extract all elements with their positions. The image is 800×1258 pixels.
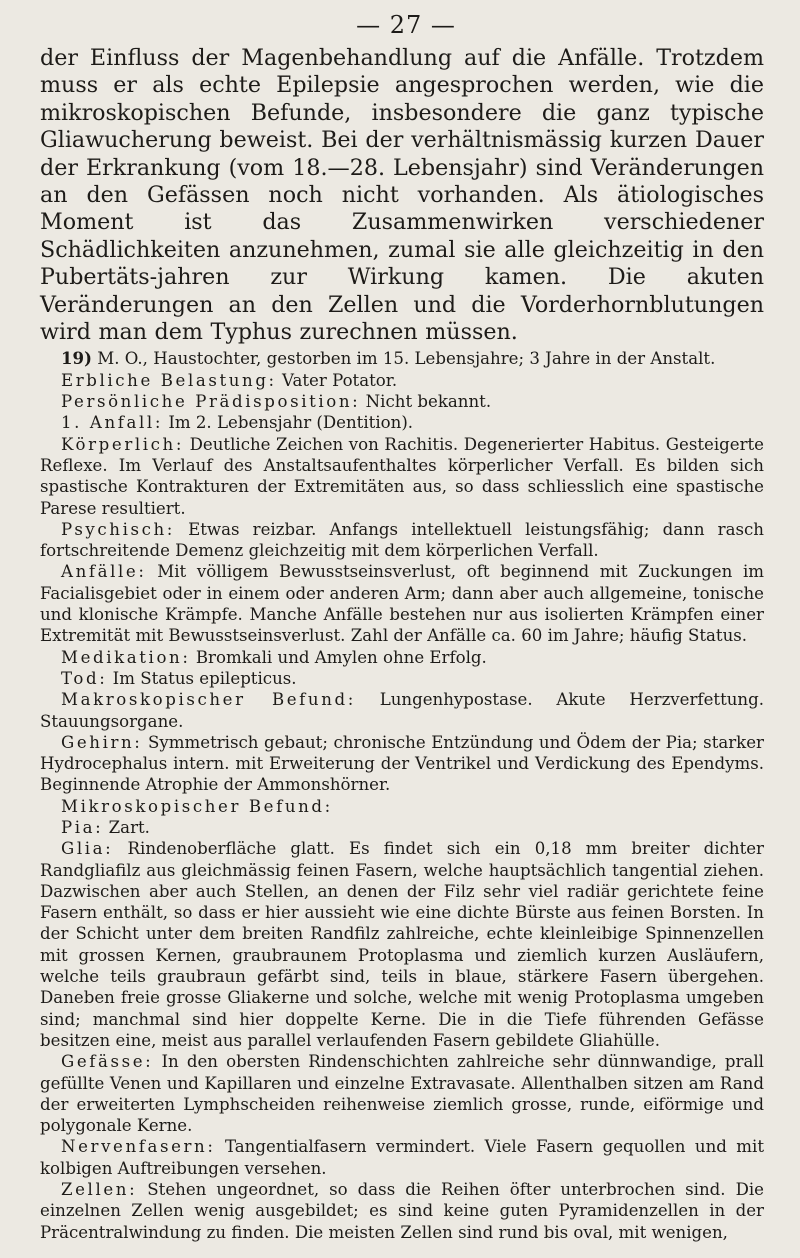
- section-label: Mikroskopischer Befund:: [61, 796, 333, 816]
- section-pia: [40, 817, 764, 838]
- section-label: 1. Anfall:: [61, 413, 164, 433]
- section-glia: [40, 838, 764, 1051]
- section-label: Gehirn:: [61, 732, 143, 752]
- section-text: In den obersten Rindenschichten zahlreiche sehr dünnwandige, prall gefüllte Venen und Kapillaren und einzelne Extravasate. Allenthalben sitzen am Rand der erweiterten Lymphscheiden reihenweise ziemlich grosse, runde, eiförmige und polygonale Kerne.: [40, 1052, 764, 1136]
- intro-paragraph: [40, 45, 764, 346]
- intro-text: der Einfluss der Magenbehandlung auf die Anfälle. Trotzdem muss er als echte Epilepsie angesprochen werden, wie die mikroskopischen Befunde, insbesondere die ganz typische Gliawucherung beweist. Bei der verhältnismässig kurzen Dauer der Erkrankung (vom 18.—28. Lebensjahr) sind Veränderungen an den Gefässen noch nicht vorhanden. Als ätiologisches Moment ist das Zusammenwirken verschiedener Schädlichkeiten anzunehmen, zumal sie alle gleichzeitig in den Pubertäts-jahren zur Wirkung kamen. Die akuten Veränderungen an den Zellen und die Vorderhornblutungen wird man dem Typhus zurechnen müssen.: [40, 45, 764, 346]
- section-label: Erbliche Belastung:: [61, 370, 277, 390]
- section-label: Persönliche Prädisposition:: [61, 392, 361, 412]
- section-first-seizure: [40, 412, 764, 433]
- section-label: Anfälle:: [61, 562, 147, 582]
- section-text: Mit völligem Bewusstseinsverlust, oft beginnend mit Zuckungen im Facialisgebiet oder in einem oder anderen Arm; dann aber auch allgemeine, tonische und klonische Krämpfe. Manche Anfälle bestehen nur aus isolierten Krämpfen einer Extremität mit Bewusstseinsverlust. Zahl der Anfälle ca. 60 im Jahre; häufig Status.: [40, 562, 764, 646]
- section-text: Vater Potator.: [282, 370, 398, 390]
- section-microscopic: [40, 796, 764, 817]
- section-label: Makroskopischer Befund:: [61, 690, 356, 710]
- section-hereditary: [40, 370, 764, 391]
- section-label: Medikation:: [61, 647, 191, 667]
- section-text: Bromkali und Amylen ohne Erfolg.: [195, 647, 487, 667]
- section-text: Nicht bekannt.: [365, 392, 492, 412]
- case-header-text: M. O., Haustochter, gestorben im 15. Lebensjahre; 3 Jahre in der Anstalt.: [97, 349, 716, 369]
- page-number: — 27 —: [356, 11, 456, 39]
- section-label: Tod:: [61, 668, 108, 688]
- case-number: 19): [61, 348, 92, 369]
- section-text: Rindenoberfläche glatt. Es findet sich ein 0,18 mm breiter dichter Randgliafilz aus gleichmässig feinen Fasern, welche hauptsächlich tangential ziehen. Dazwischen aber auch Stellen, an denen der Filz sehr viel radiär gerichtete feine Fasern enthält, so dass er hier aussieht wie eine dichte Bürste aus feinen Borsten. In der Schicht unter dem breiten Randfilz zahlreiche, echte kleinleibige Spinnenzellen mit grossen Kernen, graubraunem Protoplasma und ziemlich kurzen Ausläufern, welche teils graubraun gefärbt sind, teils in blaue, stärkere Fasern übergehen. Daneben freie grosse Gliakerne und solche, welche mit wenig Protoplasma umgeben sind; manchmal sind hier doppelte Kerne. Die in die Tiefe führenden Gefässe besitzen eine, meist aus parallel verlaufenden Fasern gebildete Gliahülle.: [40, 839, 764, 1050]
- section-macroscopic: [40, 689, 764, 732]
- case-report-19: [40, 348, 764, 1242]
- section-label: Gefässe:: [61, 1052, 154, 1072]
- case-header: [40, 348, 764, 369]
- section-predisposition: [40, 391, 764, 412]
- section-brain: [40, 732, 764, 796]
- section-label: Nervenfasern:: [61, 1137, 216, 1157]
- section-label: Glia:: [61, 839, 114, 859]
- section-death: [40, 668, 764, 689]
- section-text: Im Status epilepticus.: [112, 668, 297, 688]
- section-text: Tangentialfasern vermindert. Viele Fasern gequollen und mit kolbigen Auftreibungen versehen.: [40, 1137, 764, 1178]
- section-text: Symmetrisch gebaut; chronische Entzündung und Ödem der Pia; starker Hydrocephalus intern. mit Erweiterung der Ventrikel und Verdickung des Ependyms. Beginnende Atrophie der Ammonshörner.: [40, 732, 764, 795]
- section-text: Zart.: [108, 818, 150, 837]
- section-label: Zellen:: [61, 1180, 138, 1200]
- section-cells: [40, 1179, 764, 1243]
- section-text: Etwas reizbar. Anfangs intellektuell leistungsfähig; dann rasch fortschreitende Demenz gleichzeitig mit dem körperlichen Verfall.: [40, 519, 764, 561]
- section-psychic: [40, 519, 764, 562]
- section-text: Stehen ungeordnet, so dass die Reihen öfter unterbrochen sind. Die einzelnen Zellen wenig ausgebildet; es sind keine guten Pyramidenzellen in der Präcentralwindung zu finden. Die meisten Zellen sind rund bis oval, mit wenigen,: [40, 1180, 765, 1242]
- section-label: Pia:: [61, 818, 104, 837]
- section-vessels: [40, 1051, 764, 1136]
- section-text: Im 2. Lebensjahr (Dentition).: [168, 413, 414, 433]
- section-text: Deutliche Zeichen von Rachitis. Degenerierter Habitus. Gesteigerte Reflexe. Im Verlauf des Anstaltsaufenthaltes körperlicher Verfall. Es bilden sich spastische Kontrakturen der Extremitäten aus, so dass schliesslich eine spastische Parese resultiert.: [40, 434, 764, 518]
- section-text: Lungenhypostase. Akute Herzverfettung. Stauungsorgane.: [40, 690, 765, 731]
- section-seizures: [40, 561, 764, 646]
- section-physical: [40, 434, 764, 519]
- section-medication: [40, 647, 764, 668]
- section-nerve-fibers: [40, 1136, 764, 1179]
- section-label: Psychisch:: [61, 519, 175, 539]
- section-label: Körperlich:: [61, 434, 185, 454]
